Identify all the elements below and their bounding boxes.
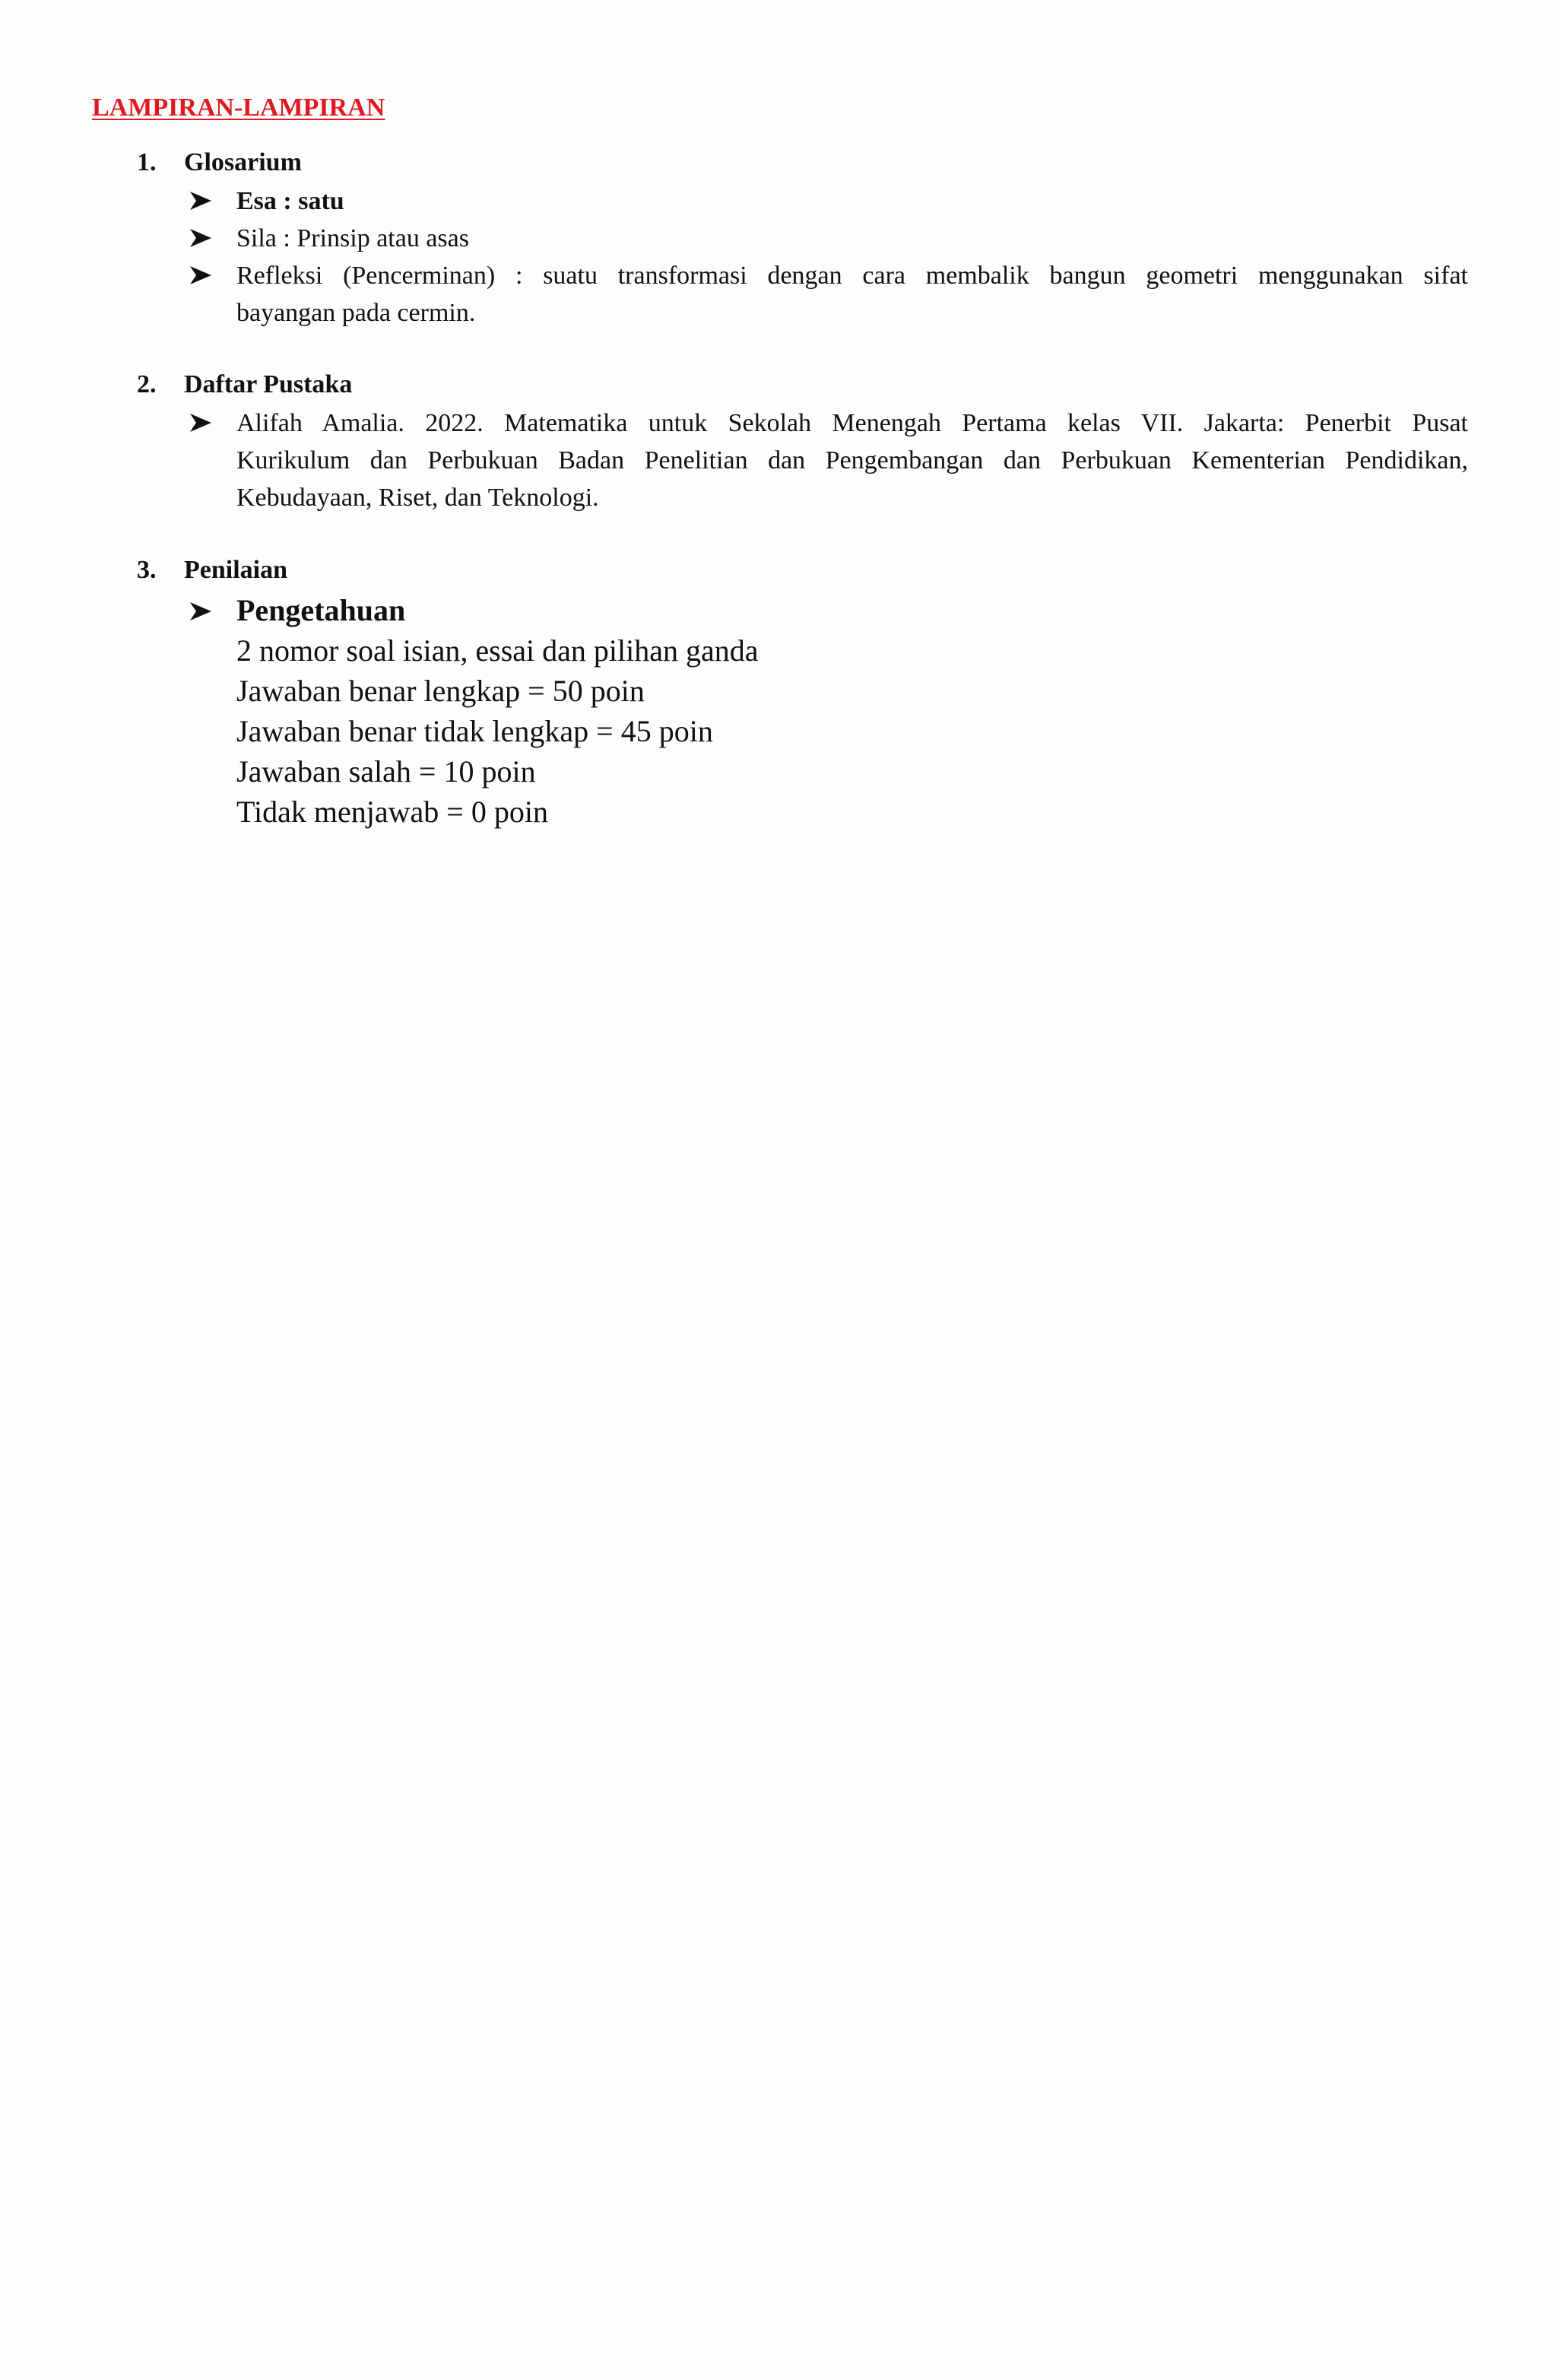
assessment-category: Pengetahuan bbox=[236, 593, 406, 627]
glossary-term-refleksi-line2: bayangan pada cermin. bbox=[236, 299, 476, 327]
arrowhead-bullet-icon bbox=[189, 405, 213, 441]
reference-line2: Kurikulum dan Perbukuan Badan Penelitian dan Pengembangan dan Perbukuan Kementerian Pendidikan, bbox=[236, 446, 1468, 474]
section-title: Glosarium bbox=[184, 148, 302, 176]
section-heading-daftar-pustaka bbox=[137, 368, 352, 401]
section-number: 1. bbox=[137, 148, 157, 176]
reference-line3: Kebudayaan, Riset, dan Teknologi. bbox=[236, 484, 599, 512]
assessment-line: 2 nomor soal isian, essai dan pilihan ganda bbox=[236, 633, 759, 668]
page-title: LAMPIRAN-LAMPIRAN bbox=[92, 94, 385, 122]
section-heading-glosarium bbox=[137, 146, 302, 179]
glossary-term-esa: Esa : satu bbox=[236, 187, 344, 215]
arrowhead-bullet-icon bbox=[189, 593, 213, 630]
arrowhead-bullet-icon bbox=[189, 182, 213, 219]
section-heading-penilaian bbox=[137, 554, 287, 587]
assessment-line: Jawaban salah = 10 poin bbox=[236, 754, 536, 789]
section-number: 2. bbox=[137, 370, 157, 398]
arrowhead-bullet-icon bbox=[189, 220, 213, 256]
section-number: 3. bbox=[137, 556, 157, 584]
glossary-term-refleksi-line1: Refleksi (Pencerminan) : suatu transformasi dengan cara membalik bangun geometri menggunakan sifat bbox=[236, 262, 1468, 290]
reference-line1: Alifah Amalia. 2022. Matematika untuk Sekolah Menengah Pertama kelas VII. Jakarta: Penerbit Pusat bbox=[236, 409, 1468, 437]
assessment-line: Jawaban benar lengkap = 50 poin bbox=[236, 674, 645, 708]
section-title: Daftar Pustaka bbox=[184, 370, 353, 398]
glossary-term-sila: Sila : Prinsip atau asas bbox=[236, 224, 469, 252]
assessment-line: Jawaban benar tidak lengkap = 45 poin bbox=[236, 714, 713, 748]
section-title: Penilaian bbox=[184, 556, 288, 584]
arrowhead-bullet-icon bbox=[189, 257, 213, 294]
assessment-line: Tidak menjawab = 0 poin bbox=[236, 795, 548, 829]
